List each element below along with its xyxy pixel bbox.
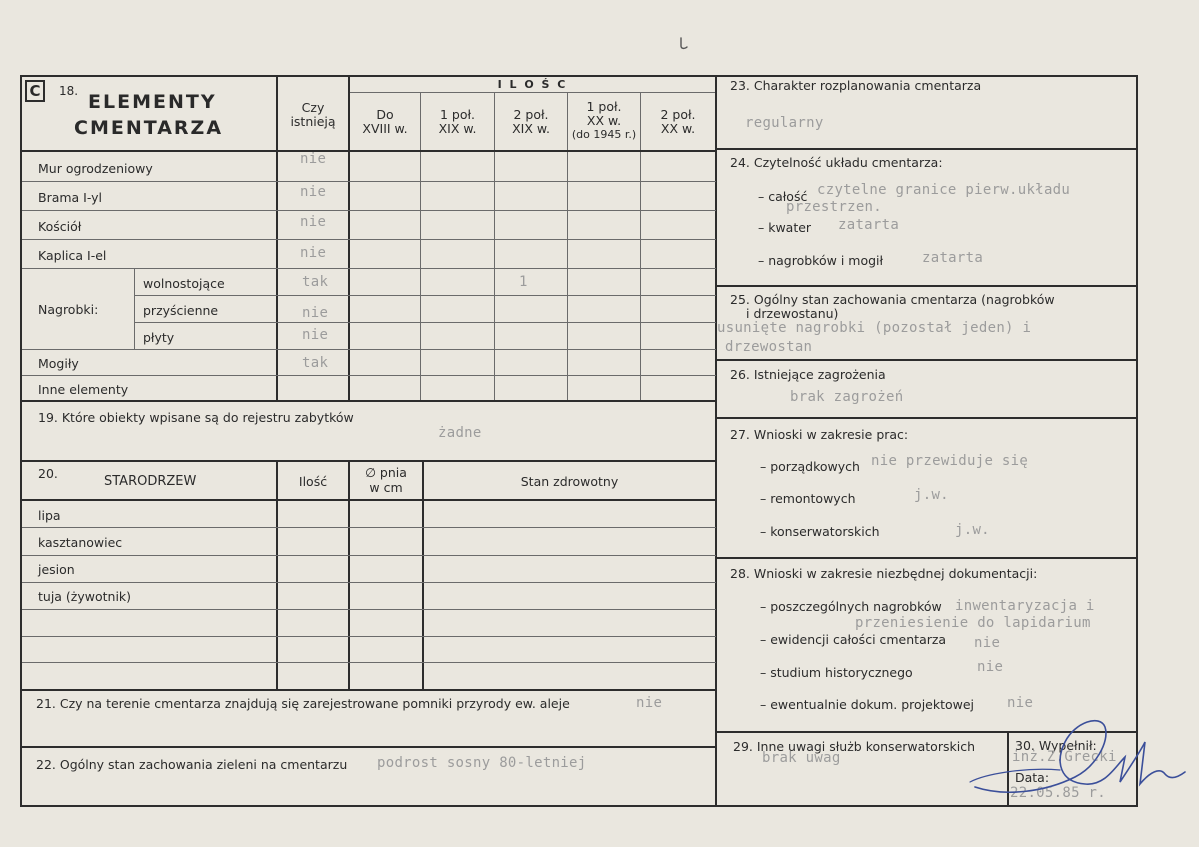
- s18-col5-l1: 2 poł.: [660, 107, 696, 122]
- value-mur-czy: nie: [300, 151, 327, 167]
- value-przyscienne-czy: nie: [302, 305, 329, 321]
- s18-col2-l2: XIX w.: [438, 121, 477, 136]
- s19-label: 19. Które obiekty wpisane są do rejestru zabytków: [38, 410, 354, 425]
- row-label-plyty: płyty: [143, 330, 175, 345]
- s28-ewidencji-value: nie: [974, 635, 1001, 651]
- s18-ilosc-underline: [350, 92, 715, 93]
- value-kosciol-czy: nie: [300, 214, 327, 230]
- s25-bottom: [716, 359, 1137, 361]
- s20-col-ilosc-left: [276, 460, 278, 690]
- s23-value: regularny: [745, 115, 824, 131]
- s20-row-sep-4: [22, 609, 716, 610]
- row-label-kaplica: Kaplica I-el: [38, 248, 107, 263]
- s18-number: 18.: [59, 84, 79, 98]
- s24-label: 24. Czytelność układu cmentarza:: [730, 155, 943, 170]
- s20-row-tuja: tuja (żywotnik): [38, 589, 132, 604]
- frame-top: [20, 75, 1138, 77]
- s18-title-line2: CMENTARZA: [74, 117, 224, 139]
- s27-remontowych-value: j.w.: [914, 487, 949, 503]
- s26-bottom: [716, 417, 1137, 419]
- s20-pien-line2: w cm: [369, 480, 403, 495]
- s28-studium-value: nie: [977, 659, 1004, 675]
- row-label-przyscienne: przyścienne: [143, 303, 219, 318]
- s20-row-sep-6: [22, 662, 716, 663]
- s23-label: 23. Charakter rozplanowania cmentarza: [730, 78, 982, 93]
- s25-label-line2: i drzewostanu): [746, 306, 839, 321]
- section-letter: C: [29, 82, 41, 100]
- s18-col-sep-1: [420, 93, 421, 401]
- s25-value-line2: drzewostan: [725, 339, 813, 355]
- s27-bottom: [716, 557, 1137, 559]
- s28-nagrobkow-label: – poszczególnych nagrobków: [760, 599, 942, 614]
- s24-calosc-label: – całość: [758, 189, 808, 204]
- s18-row-sep-1: [22, 181, 716, 182]
- s27-porzadkowych-label: – porządkowych: [760, 459, 860, 474]
- value-brama-czy: nie: [300, 184, 327, 200]
- s19-bottom: [20, 460, 717, 462]
- s27-remontowych-label: – remontowych: [760, 491, 856, 506]
- s18-col4-l2: XX w.: [586, 113, 622, 128]
- s28-studium-label: – studium historycznego: [760, 665, 913, 680]
- s24-calosc-value2: przestrzen.: [786, 199, 883, 215]
- s18-row-sep-7: [22, 349, 716, 350]
- s18-col2-l1: 1 poł.: [439, 107, 476, 122]
- s18-col5-l2: XX w.: [660, 121, 696, 136]
- row-label-mur: Mur ogrodzeniowy: [38, 161, 153, 176]
- s29-value: brak uwag: [762, 750, 841, 766]
- s19-value: żadne: [438, 425, 482, 441]
- s21-label: 21. Czy na terenie cmentarza znajdują się zarejestrowane pomniki przyrody ew. aleje: [36, 696, 570, 711]
- s18-col4-l1: 1 poł.: [586, 99, 622, 114]
- s24-kwater-label: – kwater: [758, 220, 812, 235]
- pen-mark-icon: [676, 36, 692, 52]
- row-label-wolnostojace: wolnostojące: [143, 276, 225, 291]
- s28-label: 28. Wnioski w zakresie niezbędnej dokumentacji:: [730, 566, 1038, 581]
- s18-row-sep-8: [22, 375, 716, 376]
- s21-value: nie: [636, 695, 663, 711]
- s22-label: 22. Ogólny stan zachowania zieleni na cmentarzu: [36, 757, 348, 772]
- s20-title: STARODRZEW: [104, 474, 197, 489]
- s20-bottom: [20, 689, 717, 691]
- row-label-inne: Inne elementy: [38, 382, 129, 397]
- frame-right: [1136, 75, 1138, 807]
- s28-nagrobkow-value2: przeniesienie do lapidarium: [855, 615, 1091, 631]
- s30-data-value: 22.05.85 r.: [1010, 785, 1107, 801]
- s18-row-sep-3: [22, 239, 716, 240]
- s27-porzadkowych-value: nie przewiduje się: [871, 453, 1029, 469]
- s20-header-bottom: [20, 499, 717, 501]
- s29-label: 29. Inne uwagi służb konserwatorskich: [733, 739, 975, 754]
- s20-col-stan-left: [422, 460, 424, 690]
- value-mogily-czy: tak: [302, 355, 329, 371]
- s23-bottom: [716, 148, 1137, 150]
- s18-col-sep-2: [494, 93, 495, 401]
- s20-ilosc-header: Ilość: [298, 474, 328, 489]
- s20-row-jesion: jesion: [38, 562, 75, 577]
- value-wolnostojace-czy: tak: [302, 274, 329, 290]
- s18-ilosc-header: I L O Ś C: [497, 78, 568, 91]
- s20-row-lipa: lipa: [38, 508, 61, 523]
- s20-row-sep-1: [22, 527, 716, 528]
- value-plyty-czy: nie: [302, 327, 329, 343]
- s24-calosc-value1: czytelne granice pierw.układu: [817, 182, 1071, 198]
- center-divider: [715, 75, 717, 807]
- s28-projektowej-label: – ewentualnie dokum. projektowej: [760, 697, 975, 712]
- s18-row-sep-6: [134, 322, 716, 323]
- s27-label: 27. Wnioski w zakresie prac:: [730, 427, 909, 442]
- s22-value: podrost sosny 80-letniej: [377, 755, 587, 771]
- row-label-nagrobki: Nagrobki:: [38, 302, 99, 317]
- s20-row-sep-3: [22, 582, 716, 583]
- s18-row-sep-2: [22, 210, 716, 211]
- s24-nagrobkow-value: zatarta: [922, 250, 984, 266]
- s18-bottom: [20, 400, 717, 402]
- s18-row-sep-4: [22, 268, 716, 269]
- row-label-brama: Brama I-yl: [38, 190, 103, 205]
- s25-label-line1: 25. Ogólny stan zachowania cmentarza (nagrobków: [730, 292, 1055, 307]
- value-wolnostojace-qty: 1: [519, 274, 528, 290]
- s28-projektowej-value: nie: [1007, 695, 1034, 711]
- s18-col4-l3: (do 1945 r.): [571, 128, 637, 141]
- s30-label: 30. Wypełnił:: [1015, 738, 1097, 753]
- s18-col1-l2: XVIII w.: [362, 121, 408, 136]
- s18-col3-l1: 2 poł.: [513, 107, 549, 122]
- s24-nagrobkow-label: – nagrobków i mogił: [758, 253, 884, 268]
- signature-icon: [965, 712, 1195, 812]
- s20-row-sep-2: [22, 555, 716, 556]
- s18-col1-l1: Do: [376, 107, 394, 122]
- s18-title-line1: ELEMENTY: [88, 91, 217, 113]
- row-label-mogily: Mogiły: [38, 356, 79, 371]
- s20-row-sep-5: [22, 636, 716, 637]
- value-kaplica-czy: nie: [300, 245, 327, 261]
- section-letter-box: [25, 80, 45, 102]
- s18-col3-l2: XIX w.: [512, 121, 550, 136]
- s24-kwater-value: zatarta: [838, 217, 900, 233]
- s28-nagrobkow-value1: inwentaryzacja i: [955, 598, 1095, 614]
- frame-left: [20, 75, 22, 807]
- s26-label: 26. Istniejące zagrożenia: [730, 367, 886, 382]
- s20-stan-header: Stan zdrowotny: [520, 474, 619, 489]
- s20-row-kasztanowiec: kasztanowiec: [38, 535, 123, 550]
- s18-row-sep-5: [134, 295, 716, 296]
- s24-bottom: [716, 285, 1137, 287]
- s20-number: 20.: [38, 466, 58, 481]
- s21-bottom: [20, 746, 717, 748]
- s18-header-bottom: [20, 150, 717, 152]
- s20-pien-line1: ∅ pnia: [365, 465, 407, 480]
- s26-value: brak zagrożeń: [790, 389, 904, 405]
- s30-data-label: Data:: [1015, 770, 1050, 785]
- s18-czy-line2: istnieją: [290, 114, 336, 129]
- s30-value: inż.Z.Grecki: [1012, 749, 1117, 765]
- s27-konserwatorskich-value: j.w.: [955, 522, 990, 538]
- s18-czy-line1: Czy: [301, 100, 325, 115]
- s28-ewidencji-label: – ewidencji całości cmentarza: [760, 632, 947, 647]
- s27-konserwatorskich-label: – konserwatorskich: [760, 524, 880, 539]
- s25-value-line1: usunięte nagrobki (pozostał jeden) i: [717, 320, 1032, 336]
- row-label-kosciol: Kościół: [38, 219, 82, 234]
- s18-nagrobki-sep: [134, 268, 135, 349]
